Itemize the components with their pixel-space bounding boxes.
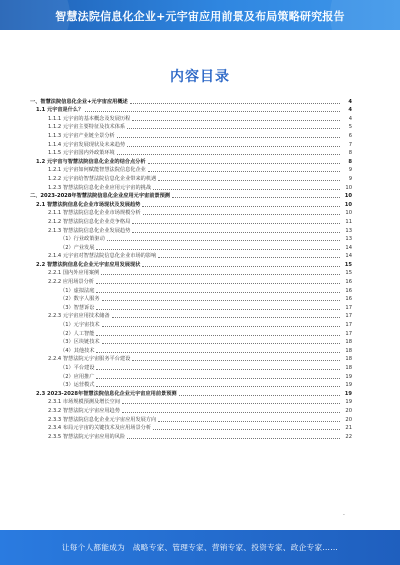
toc-entry-text: 2.3.5 智慧法院元宇宙应用的风险 <box>48 433 126 440</box>
toc-entry[interactable] <box>30 139 352 148</box>
toc-entry[interactable] <box>30 276 352 285</box>
table-of-contents <box>30 96 352 440</box>
toc-entry-text: 2.3.4 布局元宇宙的关键技术及应用场景分析 <box>48 425 152 432</box>
toc-leader-dots <box>153 429 340 430</box>
toc-entry-text: 1.2.3 智慧法院信息化企业应用元宇宙的挑战 <box>48 184 152 191</box>
toc-page-number: 19 <box>345 399 352 406</box>
toc-leader-dots <box>132 232 340 233</box>
toc-entry[interactable] <box>30 345 352 354</box>
report-title: 智慧法院信息化企业+元宇宙应用前景及布局策略研究报告 <box>55 10 345 23</box>
toc-page-number: 9 <box>348 167 352 174</box>
toc-entry-text: 二、2023-2028年智慧法院信息化企业应用元宇宙前景预测 <box>30 193 170 200</box>
toc-leader-dots <box>122 412 340 413</box>
toc-page-number: 18 <box>345 356 352 363</box>
toc-page-number: 22 <box>345 433 352 440</box>
toc-leader-dots <box>142 266 340 267</box>
toc-leader-dots <box>148 163 340 164</box>
toc-entry[interactable] <box>30 423 352 432</box>
toc-entry-text: （4）其他技术 <box>60 347 95 354</box>
toc-entry-text: 2.2.2 应用场景分析 <box>48 279 94 286</box>
toc-page-number: 13 <box>345 236 352 243</box>
toc-entry[interactable] <box>30 294 352 303</box>
toc-entry[interactable] <box>30 182 352 191</box>
toc-entry[interactable] <box>30 242 352 251</box>
toc-leader-dots <box>132 120 340 121</box>
toc-entry-text: 1.2 元宇宙与智慧法院信息化企业的结合点分析 <box>36 158 146 165</box>
toc-leader-dots <box>130 103 340 104</box>
toc-leader-dots <box>117 154 340 155</box>
toc-page-number: 19 <box>344 390 352 397</box>
toc-entry-text: 1.1 元宇宙是什么？ <box>36 107 84 114</box>
toc-entry-text: 2.2 智慧法院信息化企业元宇宙应用发展现状 <box>36 261 141 268</box>
toc-entry[interactable] <box>30 225 352 234</box>
toc-entry[interactable] <box>30 337 352 346</box>
toc-entry[interactable] <box>30 397 352 406</box>
toc-page-number: 19 <box>345 382 352 389</box>
toc-page-number: 10 <box>344 201 352 208</box>
toc-leader-dots <box>143 214 340 215</box>
toc-entry[interactable] <box>30 259 352 268</box>
toc-leader-dots <box>158 421 340 422</box>
toc-leader-dots <box>96 249 340 250</box>
toc-entry[interactable] <box>30 362 352 371</box>
toc-leader-dots <box>96 292 340 293</box>
toc-entry[interactable] <box>30 113 352 122</box>
toc-page-number: 4 <box>348 107 352 114</box>
toc-entry[interactable] <box>30 319 352 328</box>
toc-page-number: 14 <box>345 244 352 251</box>
toc-leader-dots <box>96 378 340 379</box>
report-header-banner <box>0 0 400 30</box>
toc-entry-text: 1.2.2 元宇宙给智慧法院信息化企业带来的机遇 <box>48 175 157 182</box>
toc-leader-dots <box>127 128 340 129</box>
toc-entry[interactable] <box>30 251 352 260</box>
toc-entry-text: （2）应用推广 <box>60 373 95 380</box>
toc-entry[interactable] <box>30 302 352 311</box>
toc-page-number: 13 <box>345 227 352 234</box>
toc-entry-text: 1.1.2 元宇宙主要特征及技术体系 <box>48 124 126 131</box>
toc-leader-dots <box>96 369 340 370</box>
toc-leader-dots <box>96 309 340 310</box>
toc-leader-dots <box>158 257 340 258</box>
toc-entry[interactable] <box>30 268 352 277</box>
toc-entry-text: 2.3.2 智慧法院元宇宙应用趋势 <box>48 407 120 414</box>
toc-leader-dots <box>102 326 340 327</box>
toc-entry[interactable] <box>30 405 352 414</box>
toc-entry-text: 2.1.1 智慧法院信息化企业市场规模分析 <box>48 210 141 217</box>
toc-page-number: 17 <box>345 322 352 329</box>
toc-entry[interactable] <box>30 234 352 243</box>
toc-page-number: 18 <box>345 365 352 371</box>
toc-page-number: 8 <box>348 150 352 157</box>
toc-entry[interactable] <box>30 130 352 139</box>
toc-entry-text: （1）元宇宙技术 <box>60 322 100 329</box>
toc-entry-text: 2.1 智慧法院信息化企业市场现状及发展趋势 <box>36 201 141 208</box>
toc-leader-dots <box>153 189 340 190</box>
toc-page-number: 4 <box>348 98 352 105</box>
toc-entry-text: 2.3.1 市场规模预测及增长空间 <box>48 399 120 406</box>
toc-entry-text: 1.1.5 元宇宙国内外政策环境 <box>48 150 115 157</box>
toc-entry-text: 一、智慧法院信息化企业+元宇宙应用概述 <box>30 98 128 105</box>
toc-entry[interactable] <box>30 96 352 105</box>
toc-entry-text: 1.1.1 元宇宙的基本概念及发展历程 <box>48 115 131 122</box>
toc-entry-text: （1）行业政策驱动 <box>60 236 105 243</box>
footer-slogan: 让每个人都能成为 战略专家、管理专家、营销专家、投资专家、政企专家…… <box>61 543 339 552</box>
toc-entry[interactable] <box>30 191 352 200</box>
toc-leader-dots <box>132 360 340 361</box>
toc-leader-dots <box>117 137 340 138</box>
toc-page-number: 18 <box>345 339 352 346</box>
footer-banner <box>0 530 400 565</box>
toc-leader-dots <box>172 197 340 198</box>
toc-entry-text: 2.2.4 智慧法院元宇宙服务平台建设 <box>48 356 131 363</box>
toc-entry-text: （1）平台建设 <box>60 365 95 371</box>
toc-leader-dots <box>101 274 340 275</box>
toc-page-number: 16 <box>345 279 352 286</box>
toc-entry-text: 1.1.4 元宇宙发展现状及未来趋势 <box>48 141 126 148</box>
toc-entry-text: （2）产业发展 <box>60 244 95 251</box>
toc-entry-text: 2.3.3 智慧法院信息化企业元宇宙应用发展方向 <box>48 416 157 423</box>
toc-leader-dots <box>142 206 340 207</box>
toc-entry-text: 2.3 2023-2028年智慧法院信息化企业元宇宙应用前景预测 <box>36 390 177 397</box>
toc-entry[interactable] <box>30 380 352 389</box>
toc-leader-dots <box>107 240 340 241</box>
toc-entry[interactable] <box>30 208 352 217</box>
toc-leader-dots <box>102 300 340 301</box>
toc-leader-dots <box>127 146 340 147</box>
toc-entry-text: 2.2.1 国内外应用案例 <box>48 270 100 277</box>
toc-page-number: 16 <box>345 287 352 294</box>
toc-entry[interactable] <box>30 311 352 320</box>
toc-entry[interactable] <box>30 105 352 114</box>
toc-leader-dots <box>122 403 340 404</box>
toc-entry-text: （3）区块链技术 <box>60 339 100 346</box>
toc-entry[interactable] <box>30 173 352 182</box>
toc-entry[interactable] <box>30 148 352 157</box>
toc-leader-dots <box>96 283 340 284</box>
toc-page-number: 20 <box>345 407 352 414</box>
toc-page-number: 16 <box>345 296 352 303</box>
toc-entry[interactable] <box>30 414 352 423</box>
toc-entry[interactable] <box>30 354 352 363</box>
toc-entry[interactable] <box>30 285 352 294</box>
toc-entry[interactable] <box>30 388 352 397</box>
toc-page-number: 10 <box>345 210 352 217</box>
toc-entry-text: （3）运营模式 <box>60 382 95 389</box>
toc-leader-dots <box>96 386 340 387</box>
toc-entry-text: （1）虚拟法庭 <box>60 287 95 294</box>
toc-page-number: 8 <box>348 158 352 165</box>
toc-entry[interactable] <box>30 431 352 440</box>
toc-entry[interactable] <box>30 165 352 174</box>
toc-page-number: 5 <box>348 124 352 131</box>
toc-page-number: 14 <box>345 253 352 260</box>
toc-entry-text: 1.1.3 元宇宙产业链全景分析 <box>48 132 115 139</box>
toc-page-number: 9 <box>348 175 352 182</box>
toc-entry-text: 2.1.4 元宇宙对智慧法院信息化企业市场的影响 <box>48 253 157 260</box>
toc-entry-text: 2.1.2 智慧法院信息化企业竞争格局 <box>48 218 131 225</box>
toc-entry-text: （2）人工智能 <box>60 330 95 337</box>
toc-page-number: 7 <box>348 141 352 148</box>
toc-entry[interactable] <box>30 156 352 165</box>
toc-entry-text: 2.2.3 元宇宙应用技术储备 <box>48 313 110 320</box>
toc-page-number: 17 <box>345 304 352 311</box>
toc-leader-dots <box>132 223 340 224</box>
toc-leader-dots <box>112 317 340 318</box>
toc-entry[interactable] <box>30 216 352 225</box>
toc-page-number: 10 <box>344 193 352 200</box>
toc-leader-dots <box>127 438 340 439</box>
toc-entry-text: 2.1.3 智慧法院信息化企业发展趋势 <box>48 227 131 234</box>
toc-page-number: 4 <box>348 115 352 122</box>
toc-page-number: 20 <box>345 416 352 423</box>
toc-page-number: 18 <box>345 347 352 354</box>
toc-heading: 内容目录 <box>170 69 230 85</box>
toc-entry-text: （3）智慧诉讼 <box>60 304 95 311</box>
toc-page-number: 19 <box>345 373 352 380</box>
toc-page-number: 11 <box>345 218 352 225</box>
toc-leader-dots <box>96 335 340 336</box>
toc-entry[interactable] <box>30 199 352 208</box>
toc-page-number: 10 <box>345 184 352 191</box>
toc-page-number: 15 <box>345 270 352 277</box>
toc-leader-dots <box>85 111 340 112</box>
toc-leader-dots <box>96 352 340 353</box>
toc-page-number: 17 <box>345 330 352 337</box>
toc-page-number: 6 <box>348 132 352 139</box>
toc-page-number: 21 <box>345 425 352 432</box>
toc-entry[interactable] <box>30 328 352 337</box>
toc-entry-text: 1.2.1 元宇宙如何赋能智慧法院信息化企业 <box>48 167 146 174</box>
toc-entry[interactable] <box>30 371 352 380</box>
toc-page-number: 17 <box>345 313 352 320</box>
toc-entry-text: （2）数字人服务 <box>60 296 100 303</box>
toc-leader-dots <box>158 180 340 181</box>
toc-leader-dots <box>179 395 340 396</box>
toc-page-number: 15 <box>344 261 352 268</box>
page-marker: - <box>343 512 345 518</box>
toc-leader-dots <box>148 171 340 172</box>
toc-leader-dots <box>102 343 340 344</box>
toc-entry[interactable] <box>30 122 352 131</box>
